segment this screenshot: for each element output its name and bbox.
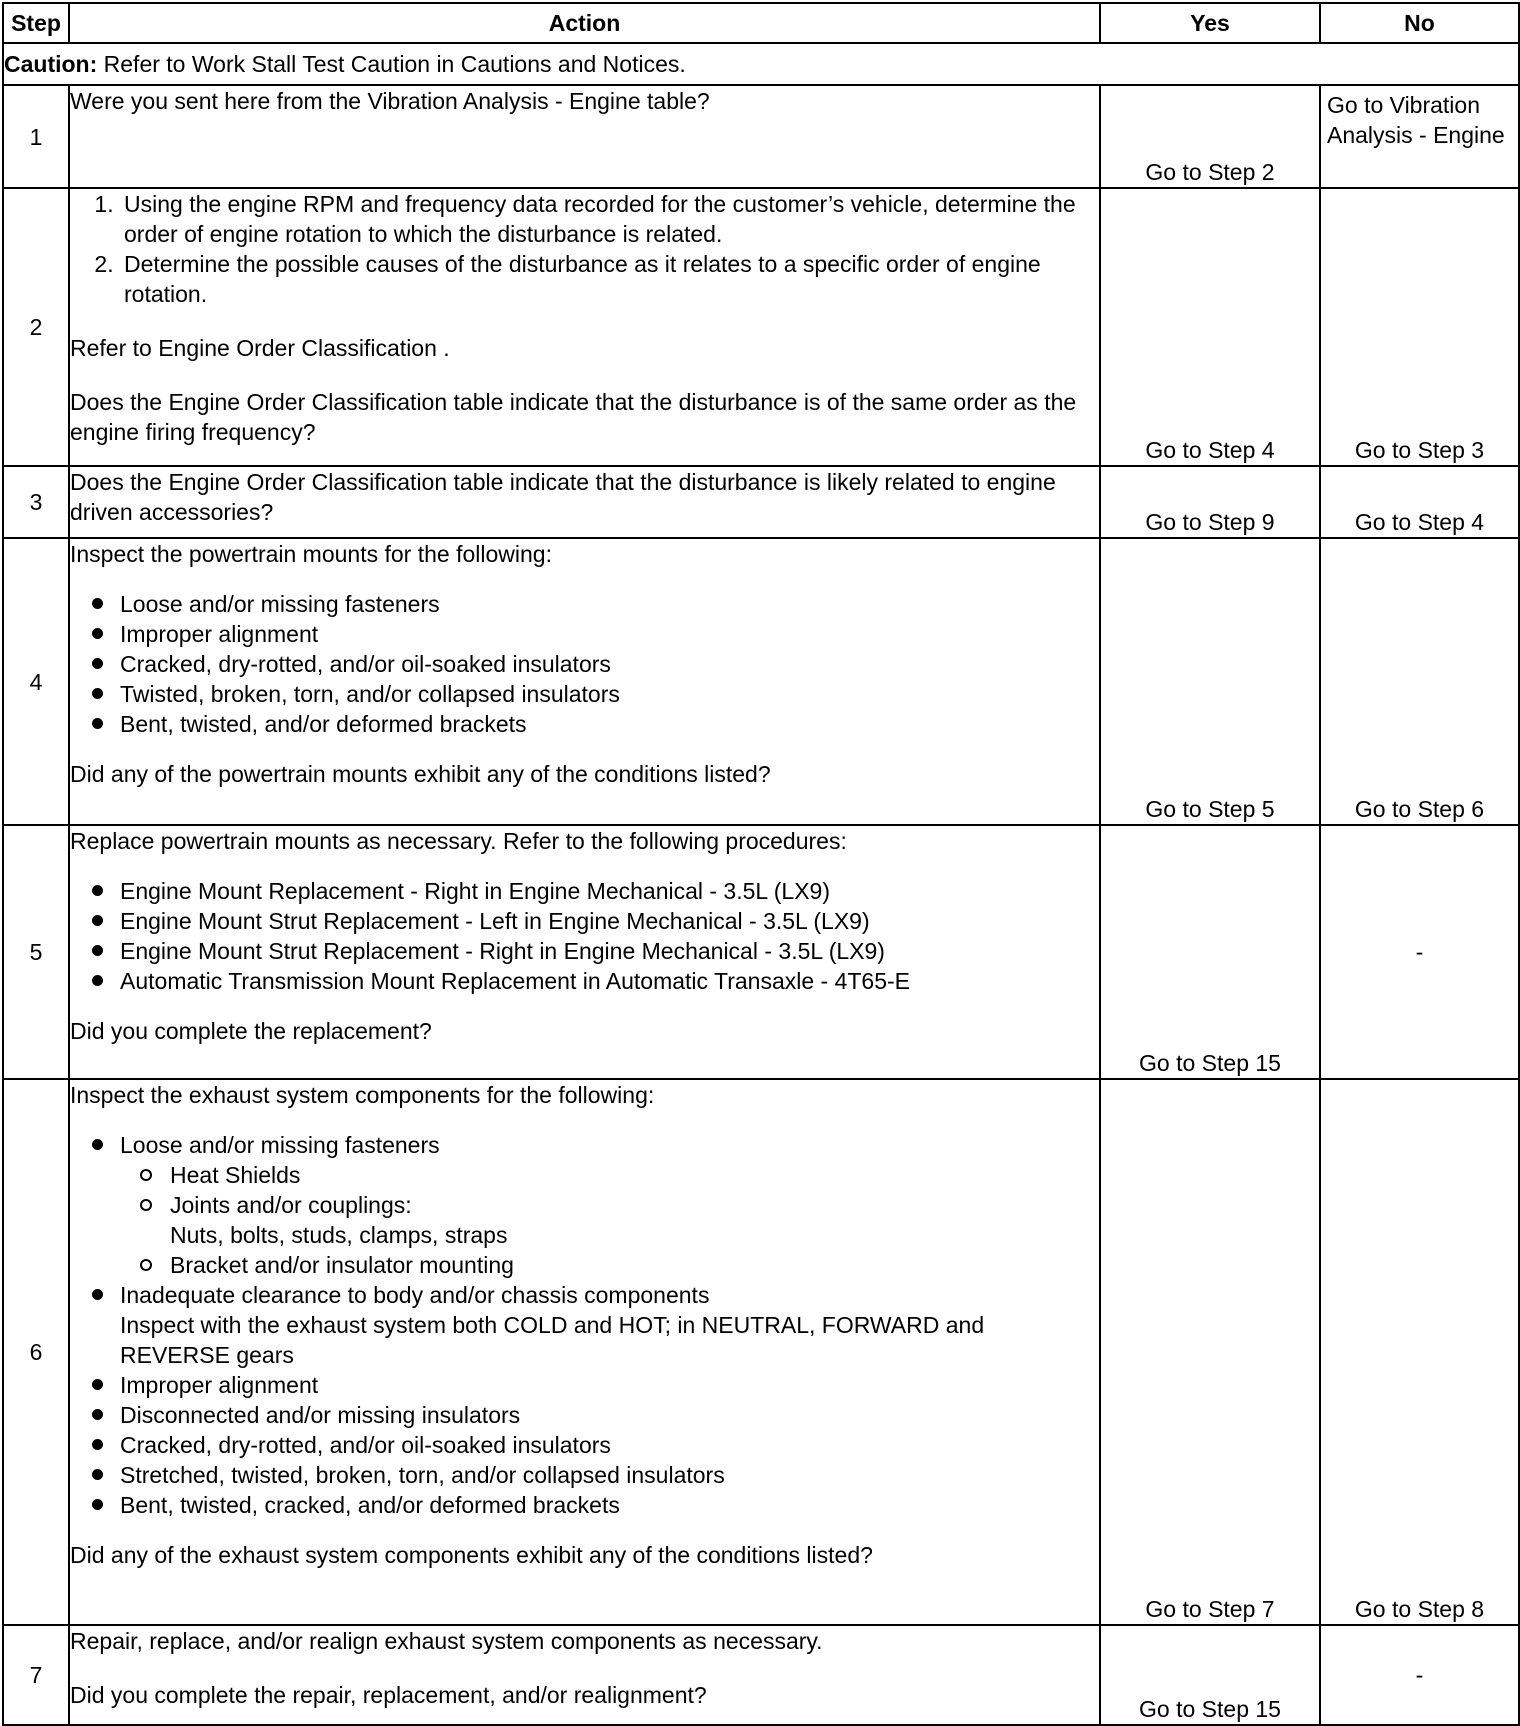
step-row-1 [3, 85, 1519, 188]
step-row-4 [3, 538, 1519, 825]
step-row-6 [3, 1079, 1519, 1625]
yes-cell: Go to Step 9 [1100, 466, 1320, 538]
step-row-3 [3, 466, 1519, 538]
sub-list-item: Heat Shields [170, 1160, 1099, 1190]
yes-cell: Go to Step 2 [1100, 85, 1320, 188]
yes-cell: Go to Step 4 [1100, 188, 1320, 466]
caution-label: Caution: [4, 51, 98, 77]
action-cell [69, 466, 1100, 538]
step-number: 4 [3, 538, 69, 825]
caution-row [3, 43, 1519, 85]
action-cell [69, 188, 1100, 466]
step-number: 6 [3, 1079, 69, 1625]
list-item: Improper alignment [120, 619, 1099, 649]
action-cell [69, 1625, 1100, 1725]
step-row-2 [3, 188, 1519, 466]
list-item: Bent, twisted, cracked, and/or deformed brackets [120, 1490, 1099, 1520]
list-item: Loose and/or missing fasteners [120, 589, 1099, 619]
caution-text: Refer to Work Stall Test Caution in Cautions and Notices. [97, 51, 686, 77]
header-no: No [1320, 3, 1519, 43]
action-cell [69, 1079, 1100, 1625]
step-number: 3 [3, 466, 69, 538]
refer-text: Refer to Engine Order Classification . [70, 335, 450, 361]
list-item: Engine Mount Replacement - Right in Engine Mechanical - 3.5L (LX9) [120, 876, 1099, 906]
header-row [3, 3, 1519, 43]
step-number: 7 [3, 1625, 69, 1725]
header-step: Step [3, 3, 69, 43]
yes-cell: Go to Step 15 [1100, 1625, 1320, 1725]
question-text: Did any of the exhaust system components exhibit any of the conditions listed? [70, 1542, 873, 1568]
question-text: Did you complete the replacement? [70, 1018, 432, 1044]
step-row-5 [3, 825, 1519, 1079]
list-item [120, 1130, 1099, 1280]
header-yes: Yes [1100, 3, 1320, 43]
yes-cell: Go to Step 5 [1100, 538, 1320, 825]
no-cell: - [1320, 1625, 1519, 1725]
question-text: Did any of the powertrain mounts exhibit any of the conditions listed? [70, 761, 771, 787]
intro-text: Repair, replace, and/or realign exhaust system components as necessary. [70, 1628, 823, 1654]
bullet-list [70, 876, 1099, 996]
step-row-7 [3, 1625, 1519, 1725]
no-cell: Go to Step 3 [1320, 188, 1519, 466]
sub-list-item [170, 1190, 1099, 1250]
action-cell [69, 85, 1100, 188]
sub-list [120, 1160, 1099, 1280]
caution-cell [3, 43, 1519, 85]
intro-text: Inspect the powertrain mounts for the following: [70, 541, 552, 567]
sub-item-text: Joints and/or couplings: [170, 1192, 412, 1218]
list-item: Twisted, broken, torn, and/or collapsed insulators [120, 679, 1099, 709]
list-item: 2. Determine the possible causes of the disturbance as it relates to a specific order of engine rotation. [120, 249, 1099, 309]
numbered-list [70, 189, 1099, 309]
list-item: Disconnected and/or missing insulators [120, 1400, 1099, 1430]
action-cell [69, 825, 1100, 1079]
sub-list-item: Bracket and/or insulator mounting [170, 1250, 1099, 1280]
diagnostic-table [2, 2, 1520, 1726]
yes-cell: Go to Step 15 [1100, 825, 1320, 1079]
list-item: Automatic Transmission Mount Replacement in Automatic Transaxle - 4T65-E [120, 966, 1099, 996]
question-text: Does the Engine Order Classification table indicate that the disturbance is likely related to engine driven accessories? [70, 469, 1056, 525]
list-item: Bent, twisted, and/or deformed brackets [120, 709, 1099, 739]
list-item: Cracked, dry-rotted, and/or oil-soaked insulators [120, 649, 1099, 679]
question-text: Does the Engine Order Classification table indicate that the disturbance is of the same order as the engine firing frequency? [70, 389, 1077, 445]
no-cell: Go to Vibration Analysis - Engine [1320, 85, 1519, 188]
list-item: Stretched, twisted, broken, torn, and/or collapsed insulators [120, 1460, 1099, 1490]
intro-text: Inspect the exhaust system components for the following: [70, 1082, 655, 1108]
bullet-detail: Inspect with the exhaust system both COLD and HOT; in NEUTRAL, FORWARD and REVERSE gears [120, 1312, 985, 1368]
step-number: 1 [3, 85, 69, 188]
intro-text: Replace powertrain mounts as necessary. Refer to the following procedures: [70, 828, 847, 854]
list-item: 1. Using the engine RPM and frequency data recorded for the customer’s vehicle, determine the order of engine rotation to which the disturbance is related. [120, 189, 1099, 249]
list-item: Engine Mount Strut Replacement - Left in Engine Mechanical - 3.5L (LX9) [120, 906, 1099, 936]
list-item: Improper alignment [120, 1370, 1099, 1400]
list-item: Cracked, dry-rotted, and/or oil-soaked insulators [120, 1430, 1099, 1460]
no-cell: Go to Step 8 [1320, 1079, 1519, 1625]
bullet-text: Loose and/or missing fasteners [120, 1132, 440, 1158]
header-action: Action [69, 3, 1100, 43]
question-text: Were you sent here from the Vibration Analysis - Engine table? [70, 88, 710, 114]
step-number: 2 [3, 188, 69, 466]
list-item [120, 1280, 1099, 1370]
bullet-text: Inadequate clearance to body and/or chassis components [120, 1282, 710, 1308]
no-cell: Go to Step 4 [1320, 466, 1519, 538]
list-item: Engine Mount Strut Replacement - Right in Engine Mechanical - 3.5L (LX9) [120, 936, 1099, 966]
no-cell: Go to Step 6 [1320, 538, 1519, 825]
bullet-list [70, 589, 1099, 739]
no-cell: - [1320, 825, 1519, 1079]
action-cell [69, 538, 1100, 825]
step-number: 5 [3, 825, 69, 1079]
yes-cell: Go to Step 7 [1100, 1079, 1320, 1625]
question-text: Did you complete the repair, replacement, and/or realignment? [70, 1682, 707, 1708]
bullet-list [70, 1130, 1099, 1520]
sub-item-detail: Nuts, bolts, studs, clamps, straps [170, 1222, 508, 1248]
